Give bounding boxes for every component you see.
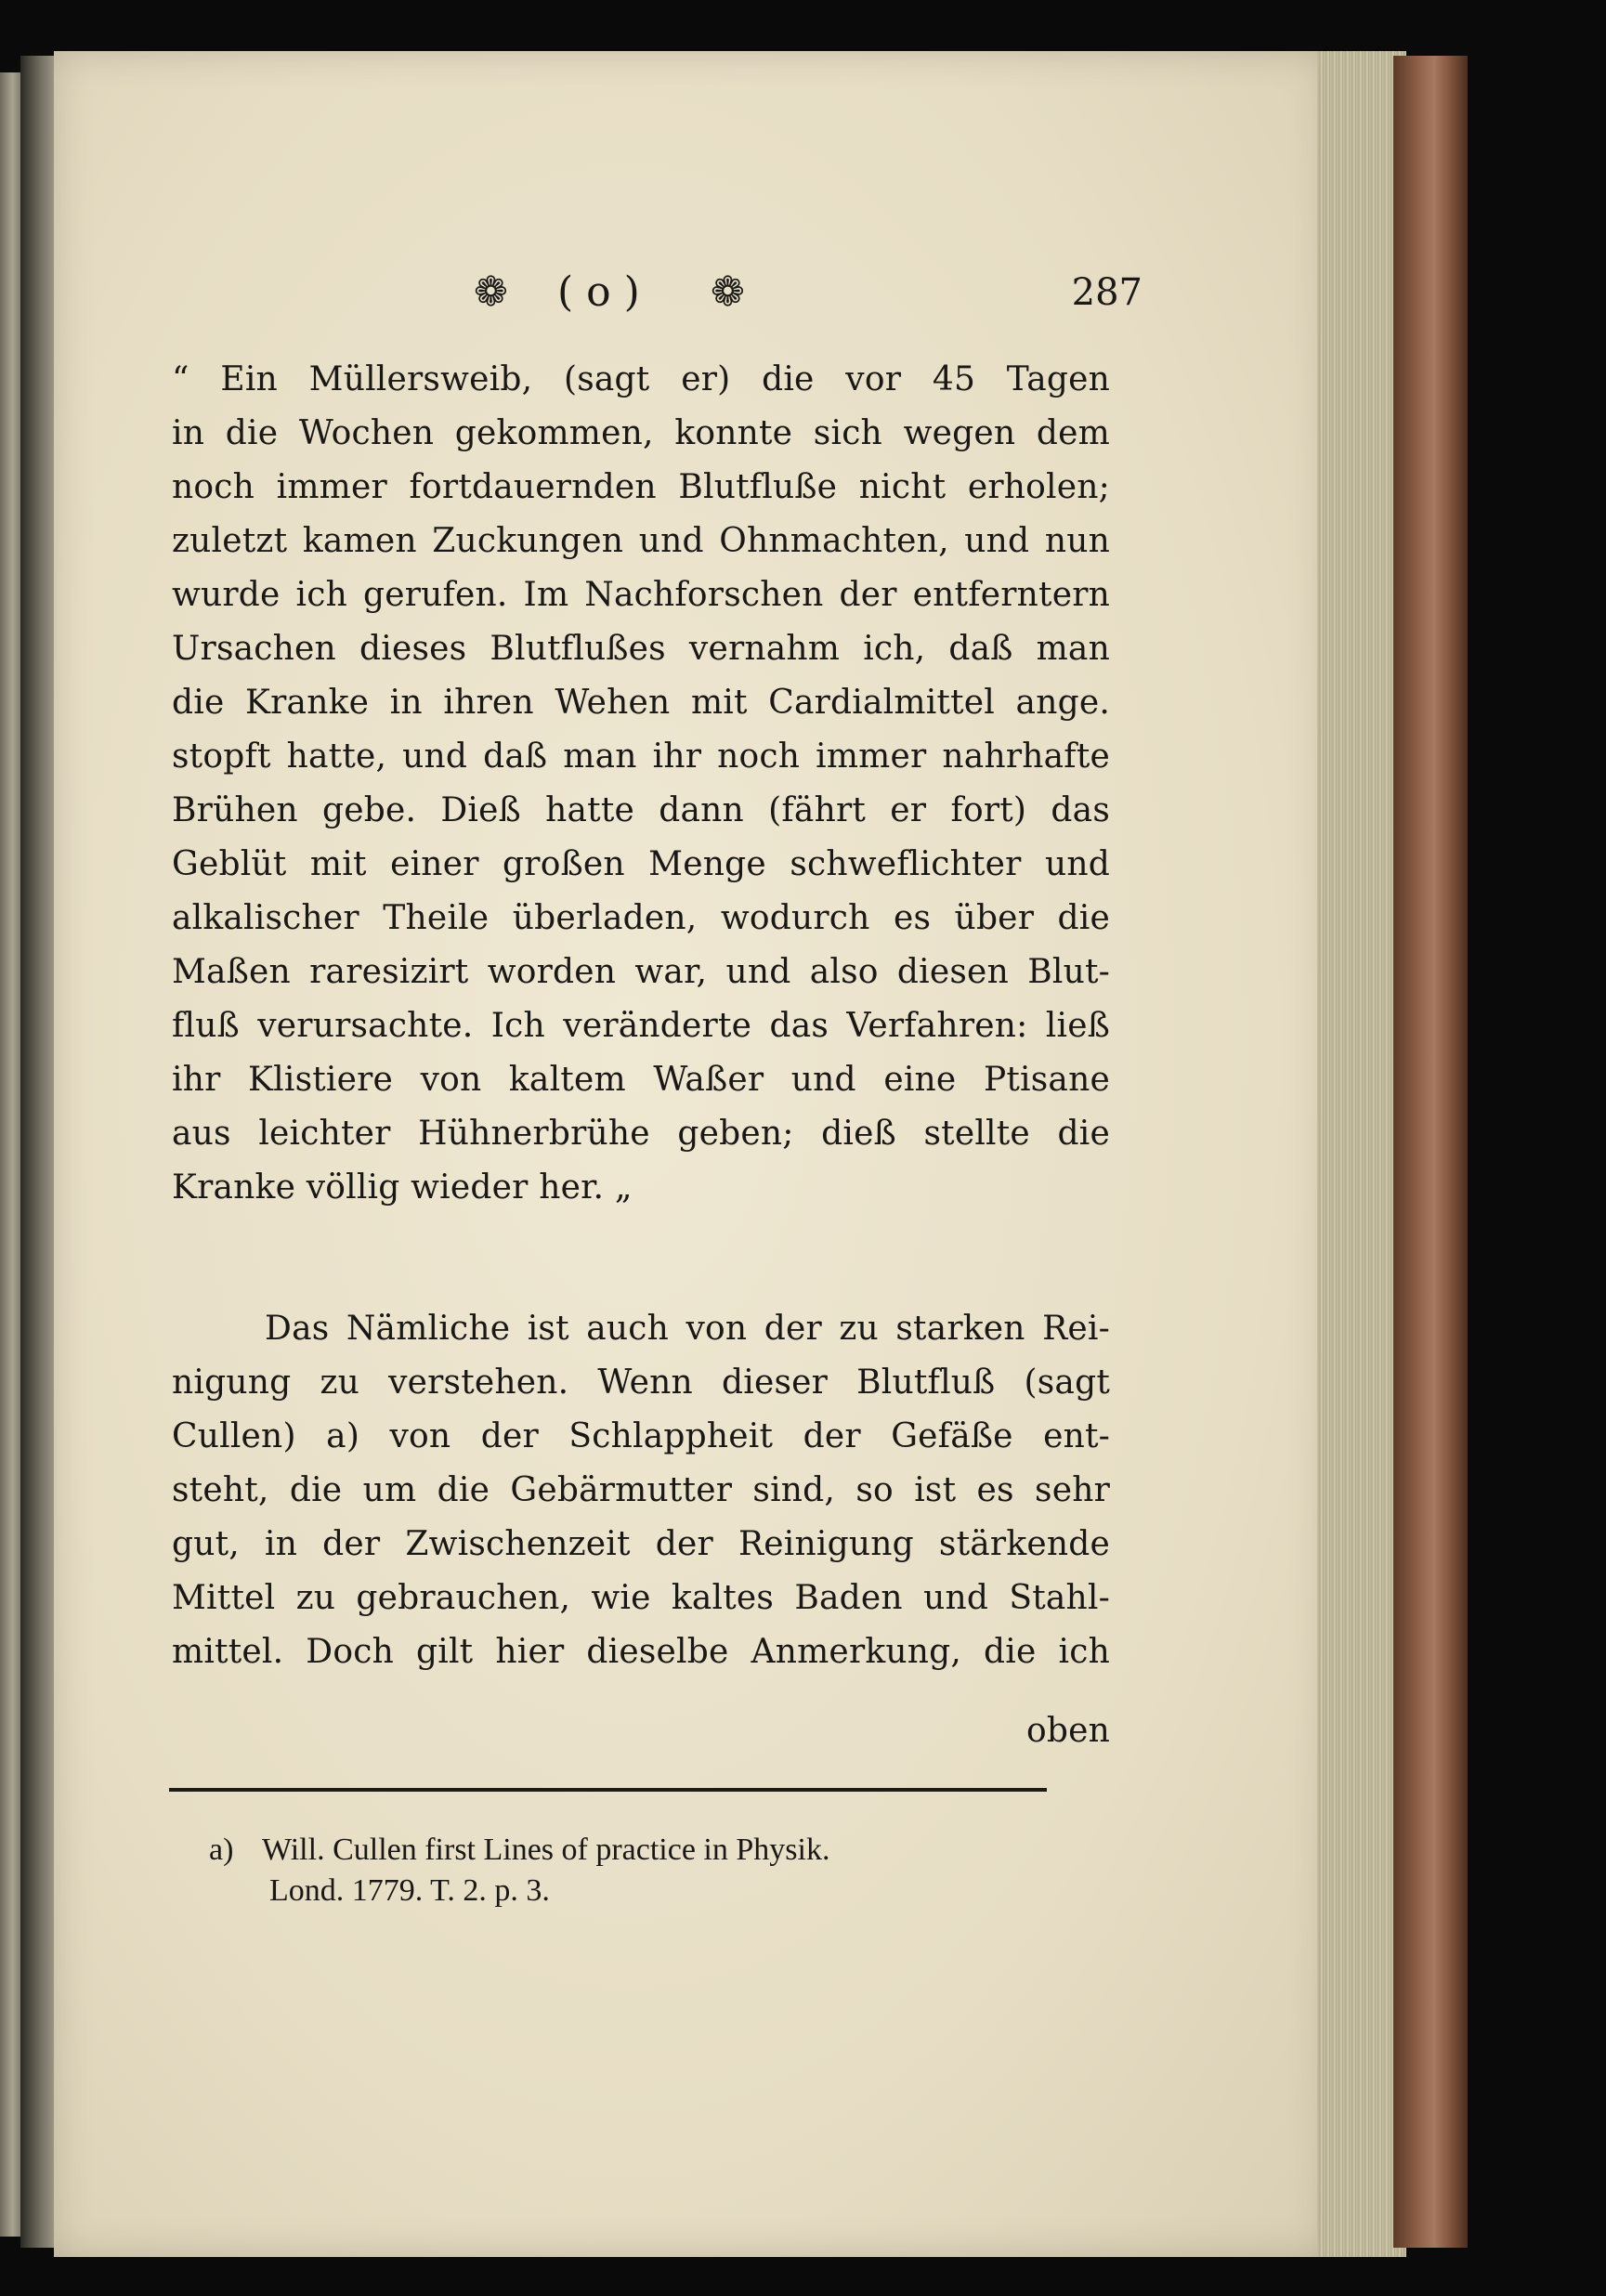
text-line: gut, in der Zwischenzeit der Reinigung stärkende: [172, 1525, 1110, 1563]
text-line: in die Wochen gekommen, konnte sich wegen dem: [172, 414, 1110, 452]
text-line: aus leichter Hühnerbrühe geben; dieß stellte die: [172, 1115, 1110, 1153]
right-ornament: ❁: [711, 268, 745, 316]
text-line: die Kranke in ihren Wehen mit Cardialmittel ange.: [172, 684, 1110, 722]
text-line: Mittel zu gebrauchen, wie kaltes Baden und Stahl-: [172, 1579, 1110, 1617]
text-line: Ursachen dieses Blutflußes vernahm ich, daß man: [172, 630, 1110, 668]
catchword: oben: [1025, 1712, 1110, 1750]
text-line: Geblüt mit einer großen Menge schweflichter und: [172, 845, 1110, 883]
text-line: noch immer fortdauernden Blutfluße nicht erholen;: [172, 468, 1110, 506]
text-line: Brühen gebe. Dieß hatte dann (fährt er fort) das: [172, 791, 1110, 829]
text-line: stopft hatte, und daß man ihr noch immer nahrhafte: [172, 737, 1110, 776]
text-line: Kranke völlig wieder her. „: [172, 1168, 633, 1207]
page-number: 287: [1071, 271, 1142, 314]
page-mark: ( o ): [557, 268, 640, 316]
text-line: mittel. Doch gilt hier dieselbe Anmerkung, die ich: [172, 1633, 1110, 1671]
text-line: wurde ich gerufen. Im Nachforschen der entferntern: [172, 576, 1110, 614]
book-cover-edge: [1393, 56, 1468, 2248]
text-line: Das Nämliche ist auch von der zu starken Rei-: [265, 1310, 1110, 1348]
text-line: alkalischer Theile überladen, wodurch es über die: [172, 899, 1110, 937]
footnote-marker: a): [209, 1833, 234, 1867]
footnote-line: Lond. 1779. T. 2. p. 3.: [269, 1873, 550, 1908]
footnote-rule: [169, 1788, 1047, 1792]
text-line: Cullen) a) von der Schlappheit der Gefäße ent-: [172, 1417, 1110, 1455]
text-line: fluß verursachte. Ich veränderte das Verfahren: ließ: [172, 1007, 1110, 1045]
text-line: zuletzt kamen Zuckungen und Ohnmachten, und nun: [172, 522, 1110, 560]
text-line: steht, die um die Gebärmutter sind, so ist es sehr: [172, 1471, 1110, 1509]
footnote-line: Will. Cullen first Lines of practice in Physik.: [262, 1833, 830, 1867]
text-line: “ Ein Müllersweib, (sagt er) die vor 45 Tagen: [172, 360, 1110, 398]
facing-page-edge: [0, 72, 20, 2237]
text-line: Maßen raresizirt worden war, und also diesen Blut-: [172, 953, 1110, 991]
left-ornament: ❁: [474, 268, 508, 316]
text-line: nigung zu verstehen. Wenn dieser Blutfluß (sagt: [172, 1363, 1110, 1402]
text-line: ihr Klistiere von kaltem Waßer und eine Ptisane: [172, 1061, 1110, 1099]
running-header: [474, 265, 1142, 320]
